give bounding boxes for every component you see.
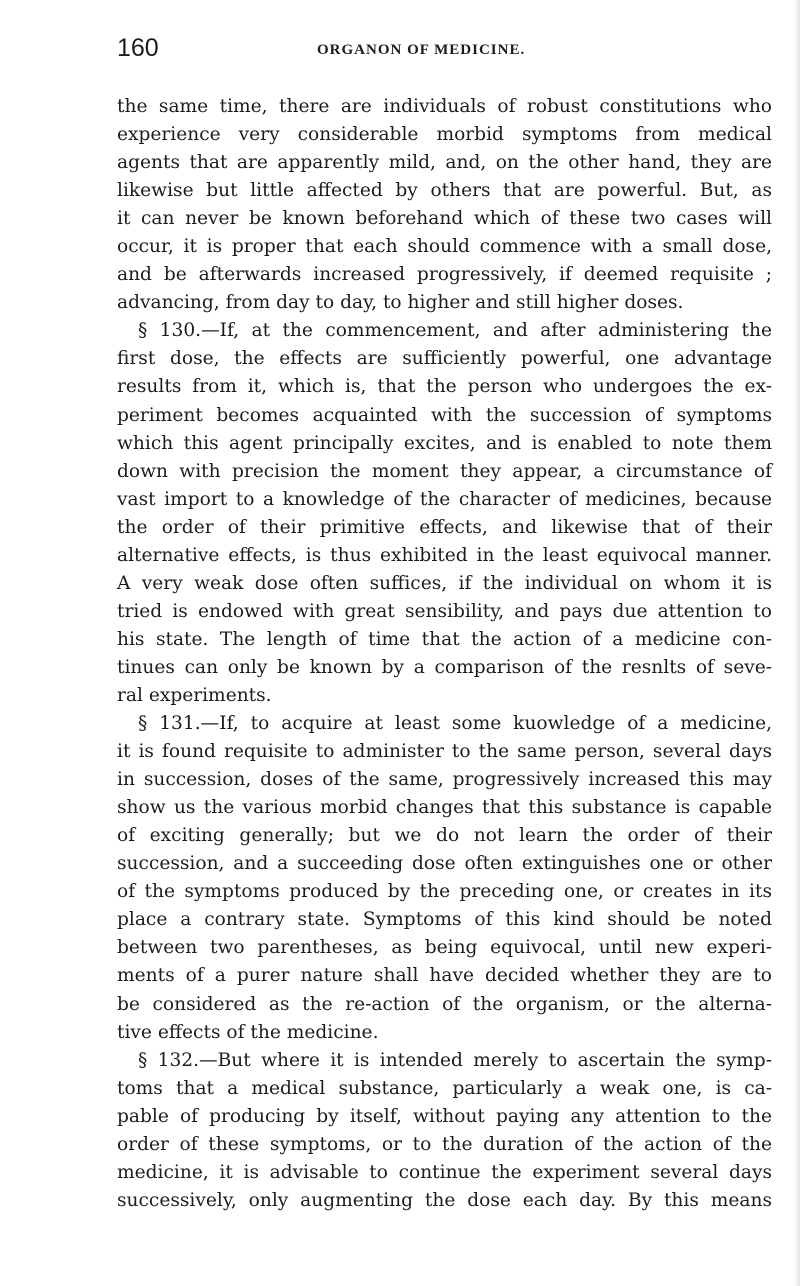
- text-line: periment becomes acquainted with the succession of symptoms: [117, 404, 772, 426]
- text-line: of the symptoms produced by the preceding one, or creates in its: [117, 881, 772, 903]
- section-131-heading-line: § 131.—If, to acquire at least some kuowledge of a medicine,: [138, 713, 772, 735]
- text-line: alternative effects, is thus exhibited in the least equivocal manner.: [117, 544, 772, 566]
- text-line: it can never be known beforehand which of these two cases will: [117, 208, 772, 230]
- text-line: tried is endowed with great sensibility, and pays due attention to: [117, 600, 772, 622]
- text-line: tive effects of the medicine.: [117, 1021, 379, 1043]
- text-line: successively, only augmenting the dose each day. By this means: [117, 1189, 772, 1211]
- text-line: order of these symptoms, or to the duration of the action of the: [117, 1133, 772, 1155]
- section-132-heading-line: § 132.—But where it is intended merely to ascertain the symp-: [138, 1049, 772, 1071]
- text-line: experience very considerable morbid symptoms from medical: [117, 124, 772, 146]
- text-line: ral experiments.: [117, 684, 272, 706]
- text-line: which this agent principally excites, and is enabled to note them: [117, 432, 772, 454]
- text-line: of exciting generally; but we do not learn the order of their: [117, 825, 772, 847]
- running-head: ORGANON OF MEDICINE.: [317, 42, 526, 58]
- text-line: in succession, doses of the same, progressively increased this may: [117, 769, 772, 791]
- text-line: show us the various morbid changes that this substance is capable: [117, 797, 772, 819]
- text-line: the order of their primitive effects, and likewise that of their: [117, 516, 772, 538]
- text-line: be considered as the re-action of the organism, or the alterna-: [117, 993, 772, 1015]
- text-line: toms that a medical substance, particularly a weak one, is ca-: [117, 1077, 772, 1099]
- page-header: [117, 34, 767, 68]
- text-line: tinues can only be known by a comparison of the resnlts of seve-: [117, 656, 772, 678]
- text-line: advancing, from day to day, to higher and still higher doses.: [117, 292, 684, 314]
- text-line: medicine, it is advisable to continue the experiment several days: [117, 1161, 772, 1183]
- text-line: agents that are apparently mild, and, on the other hand, they are: [117, 152, 772, 174]
- text-line: pable of producing by itself, without paying any attention to the: [117, 1105, 772, 1127]
- text-line: between two parentheses, as being equivocal, until new experi-: [117, 937, 772, 959]
- text-line: place a contrary state. Symptoms of this kind should be noted: [117, 909, 772, 931]
- text-line: A very weak dose often suffices, if the individual on whom it is: [117, 572, 772, 594]
- text-line: occur, it is proper that each should commence with a small dose,: [117, 236, 772, 258]
- text-line: the same time, there are individuals of robust constitutions who: [117, 96, 772, 117]
- text-line: down with precision the moment they appear, a circumstance of: [117, 460, 772, 482]
- page-edge-shadow: [794, 0, 800, 1286]
- text-line: and be afterwards increased progressively, if deemed requisite ;: [117, 264, 772, 286]
- text-line: first dose, the effects are sufficiently powerful, one advantage: [117, 348, 772, 370]
- text-line: his state. The length of time that the action of a medicine con-: [117, 628, 772, 650]
- text-line: ments of a purer nature shall have decided whether they are to: [117, 965, 772, 987]
- text-line: succession, and a succeeding dose often extinguishes one or other: [117, 853, 772, 875]
- page-number: 160: [117, 34, 159, 62]
- text-line: results from it, which is, that the person who undergoes the ex-: [117, 376, 772, 398]
- text-line: it is found requisite to administer to the same person, several days: [117, 741, 772, 763]
- body-text: [117, 93, 772, 1215]
- section-130-heading-line: § 130.—If, at the commencement, and after administering the: [138, 320, 772, 342]
- text-line: vast import to a knowledge of the character of medicines, because: [117, 488, 772, 510]
- text-line: likewise but little affected by others that are powerful. But, as: [117, 180, 772, 202]
